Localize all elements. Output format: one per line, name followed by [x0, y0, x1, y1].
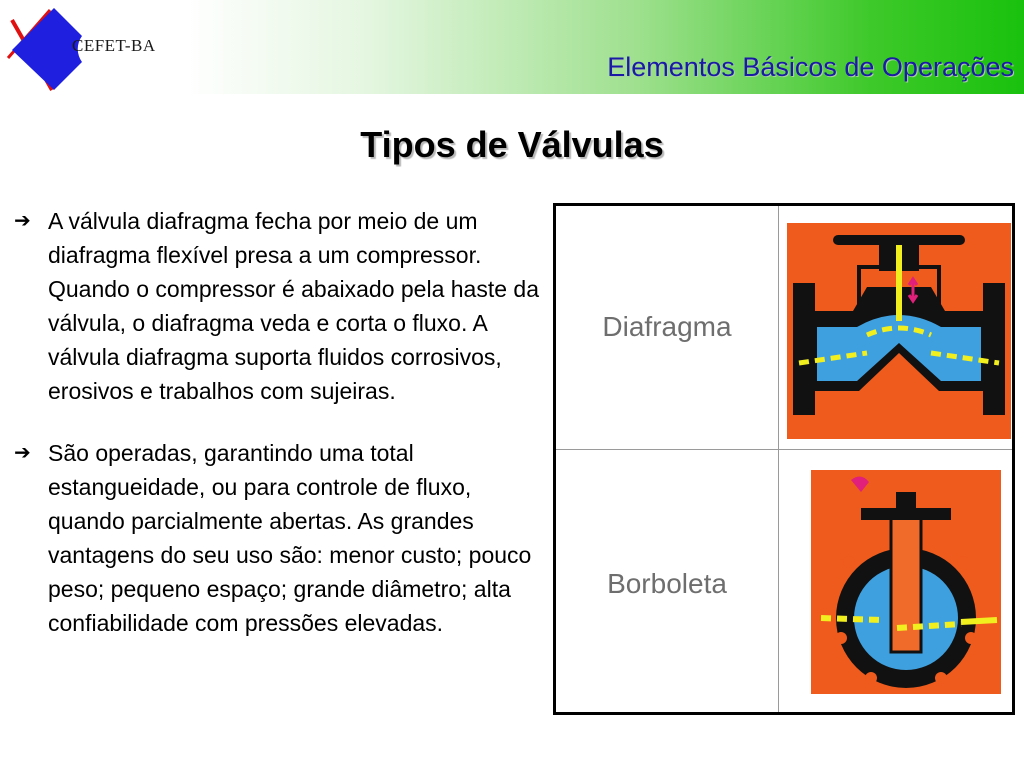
table-column-divider	[778, 206, 779, 712]
course-title: Elementos Básicos de Operações	[607, 52, 1014, 82]
bullet-text: A válvula diafragma fecha por meio de um diafragma flexível presa a um compressor. Quando o compressor é abaixado pela haste da válvula, o diafragma veda e corta o fluxo. A válvula diafragma suporta fluidos corrosivos, erosivos e trabalhos com sujeiras.	[48, 208, 539, 404]
valve-label-diafragma: Diafragma	[602, 311, 732, 342]
bullet-item	[14, 436, 546, 640]
cefet-logo	[6, 4, 182, 92]
header-band	[0, 0, 1024, 94]
bullet-list	[14, 204, 546, 668]
bullet-item	[14, 204, 546, 408]
arrow-right-icon: ➔	[14, 210, 31, 232]
valve-label-borboleta: Borboleta	[607, 568, 727, 599]
valve-table	[553, 203, 1015, 715]
logo-text: CEFET-BA	[72, 36, 156, 55]
bullet-text: São operadas, garantindo uma total estangueidade, ou para controle de fluxo, quando parcialmente abertas. As grandes vantagens do seu uso são: menor custo; pouco peso; pequeno espaço; grande diâmetro; alta confiabilidade com pressões elevadas.	[48, 440, 532, 636]
slide-title: Tipos de Válvulas	[360, 124, 664, 165]
butterfly-valve-diagram	[811, 470, 1001, 694]
arrow-right-icon: ➔	[14, 442, 31, 464]
diaphragm-valve-diagram	[787, 223, 1011, 439]
table-row-divider	[556, 449, 1012, 450]
